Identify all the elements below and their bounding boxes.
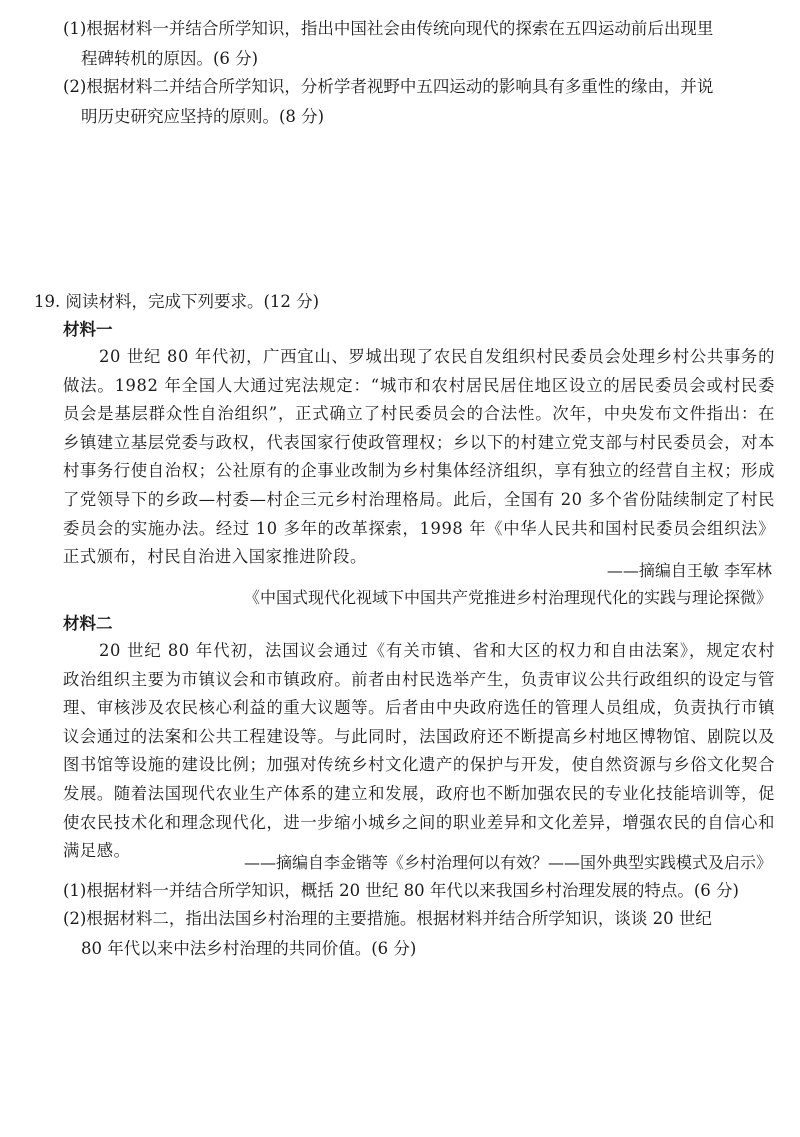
question-19-sub-2 (63, 904, 775, 964)
prev-question-2-line1: (2)根据材料二并结合所学知识，分析学者视野中五四运动的影响具有多重性的缘由，并说 (63, 77, 714, 96)
material-1-title: 材料一 (63, 320, 113, 339)
prev-question-1 (63, 14, 775, 74)
material-2-body: 20 世纪 80 年代初，法国议会通过《有关市镇、省和大区的权力和自由法案》，规定农村政治组织主要为市镇议会和市镇政府。前者由村民选举产生，负责审议公共行政组织的设定与管理、审核涉及农民核心利益的重大议题等。后者由中央政府选任的管理人员组成，负责执行市镇议会通过的法案和公共工程建设等。与此同时，法国政府还不断提高乡村地区博物馆、剧院以及图书馆等设施的建设比例；加强对传统乡村文化遗产的保护与开发，使自然资源与乡俗文化契合发展。随着法国现代农业生产体系的建立和发展，政府也不断加强农民的专业化技能培训等，促使农民技术化和理念现代化，进一步缩小城乡之间的职业差异和文化差异，增强农民的自信心和满足感。 (63, 641, 775, 861)
question-19-sub-1: (1)根据材料一并结合所学知识，概括 20 世纪 80 年代以来我国乡村治理发展的特点。(6 分) (63, 881, 739, 900)
prev-question-1-line2: 程碑转机的原因。(6 分) (81, 49, 259, 68)
question-19-header: 19. 阅读材料，完成下列要求。(12 分) (34, 292, 320, 311)
question-19-sub-2-line2: 80 年代以来中法乡村治理的共同价值。(6 分) (81, 939, 417, 958)
material-1-source-line2: 《中国式现代化视域下中国共产党推进乡村治理现代化的实践与理论探微》 (243, 588, 772, 607)
question-19-sub-2-line1: (2)根据材料二，指出法国乡村治理的主要措施。根据材料并结合所学知识，谈谈 20 世纪 (63, 909, 712, 928)
material-2-source: ——摘编自李金锴等《乡村治理何以有效？——国外典型实践模式及启示》 (243, 853, 772, 872)
prev-question-2 (63, 72, 775, 132)
material-1-body: 20 世纪 80 年代初，广西宜山、罗城出现了农民自发组织村民委员会处理乡村公共事务的做法。1982 年全国人大通过宪法规定：“城市和农村居民居住地区设立的居民委员会或村民委员会是基层群众性自治组织”，正式确立了村民委员会的合法性。次年，中央发布文件指出：在乡镇建立基层党委与政权，代表国家行使政管理权；乡以下的村建立党支部与村民委员会，对本村事务行使自治权；公社原有的企事业改制为乡村集体经济组织，享有独立的经营自主权；形成了党领导下的乡政—村委—村企三元乡村治理格局。此后，全国有 20 多个省份陆续制定了村民委员会的实施办法。经过 10 多年的改革探索，1998 年《中华人民共和国村民委员会组织法》正式颁布，村民自治进入国家推进阶段。 (63, 347, 775, 567)
material-2-title: 材料二 (63, 614, 113, 633)
prev-question-1-line1: (1)根据材料一并结合所学知识，指出中国社会由传统向现代的探索在五四运动前后出现里 (63, 19, 714, 38)
material-1-source-line1: ——摘编自王敏 李军林 (606, 561, 772, 580)
prev-question-2-line2: 明历史研究应坚持的原则。(8 分) (81, 107, 325, 126)
